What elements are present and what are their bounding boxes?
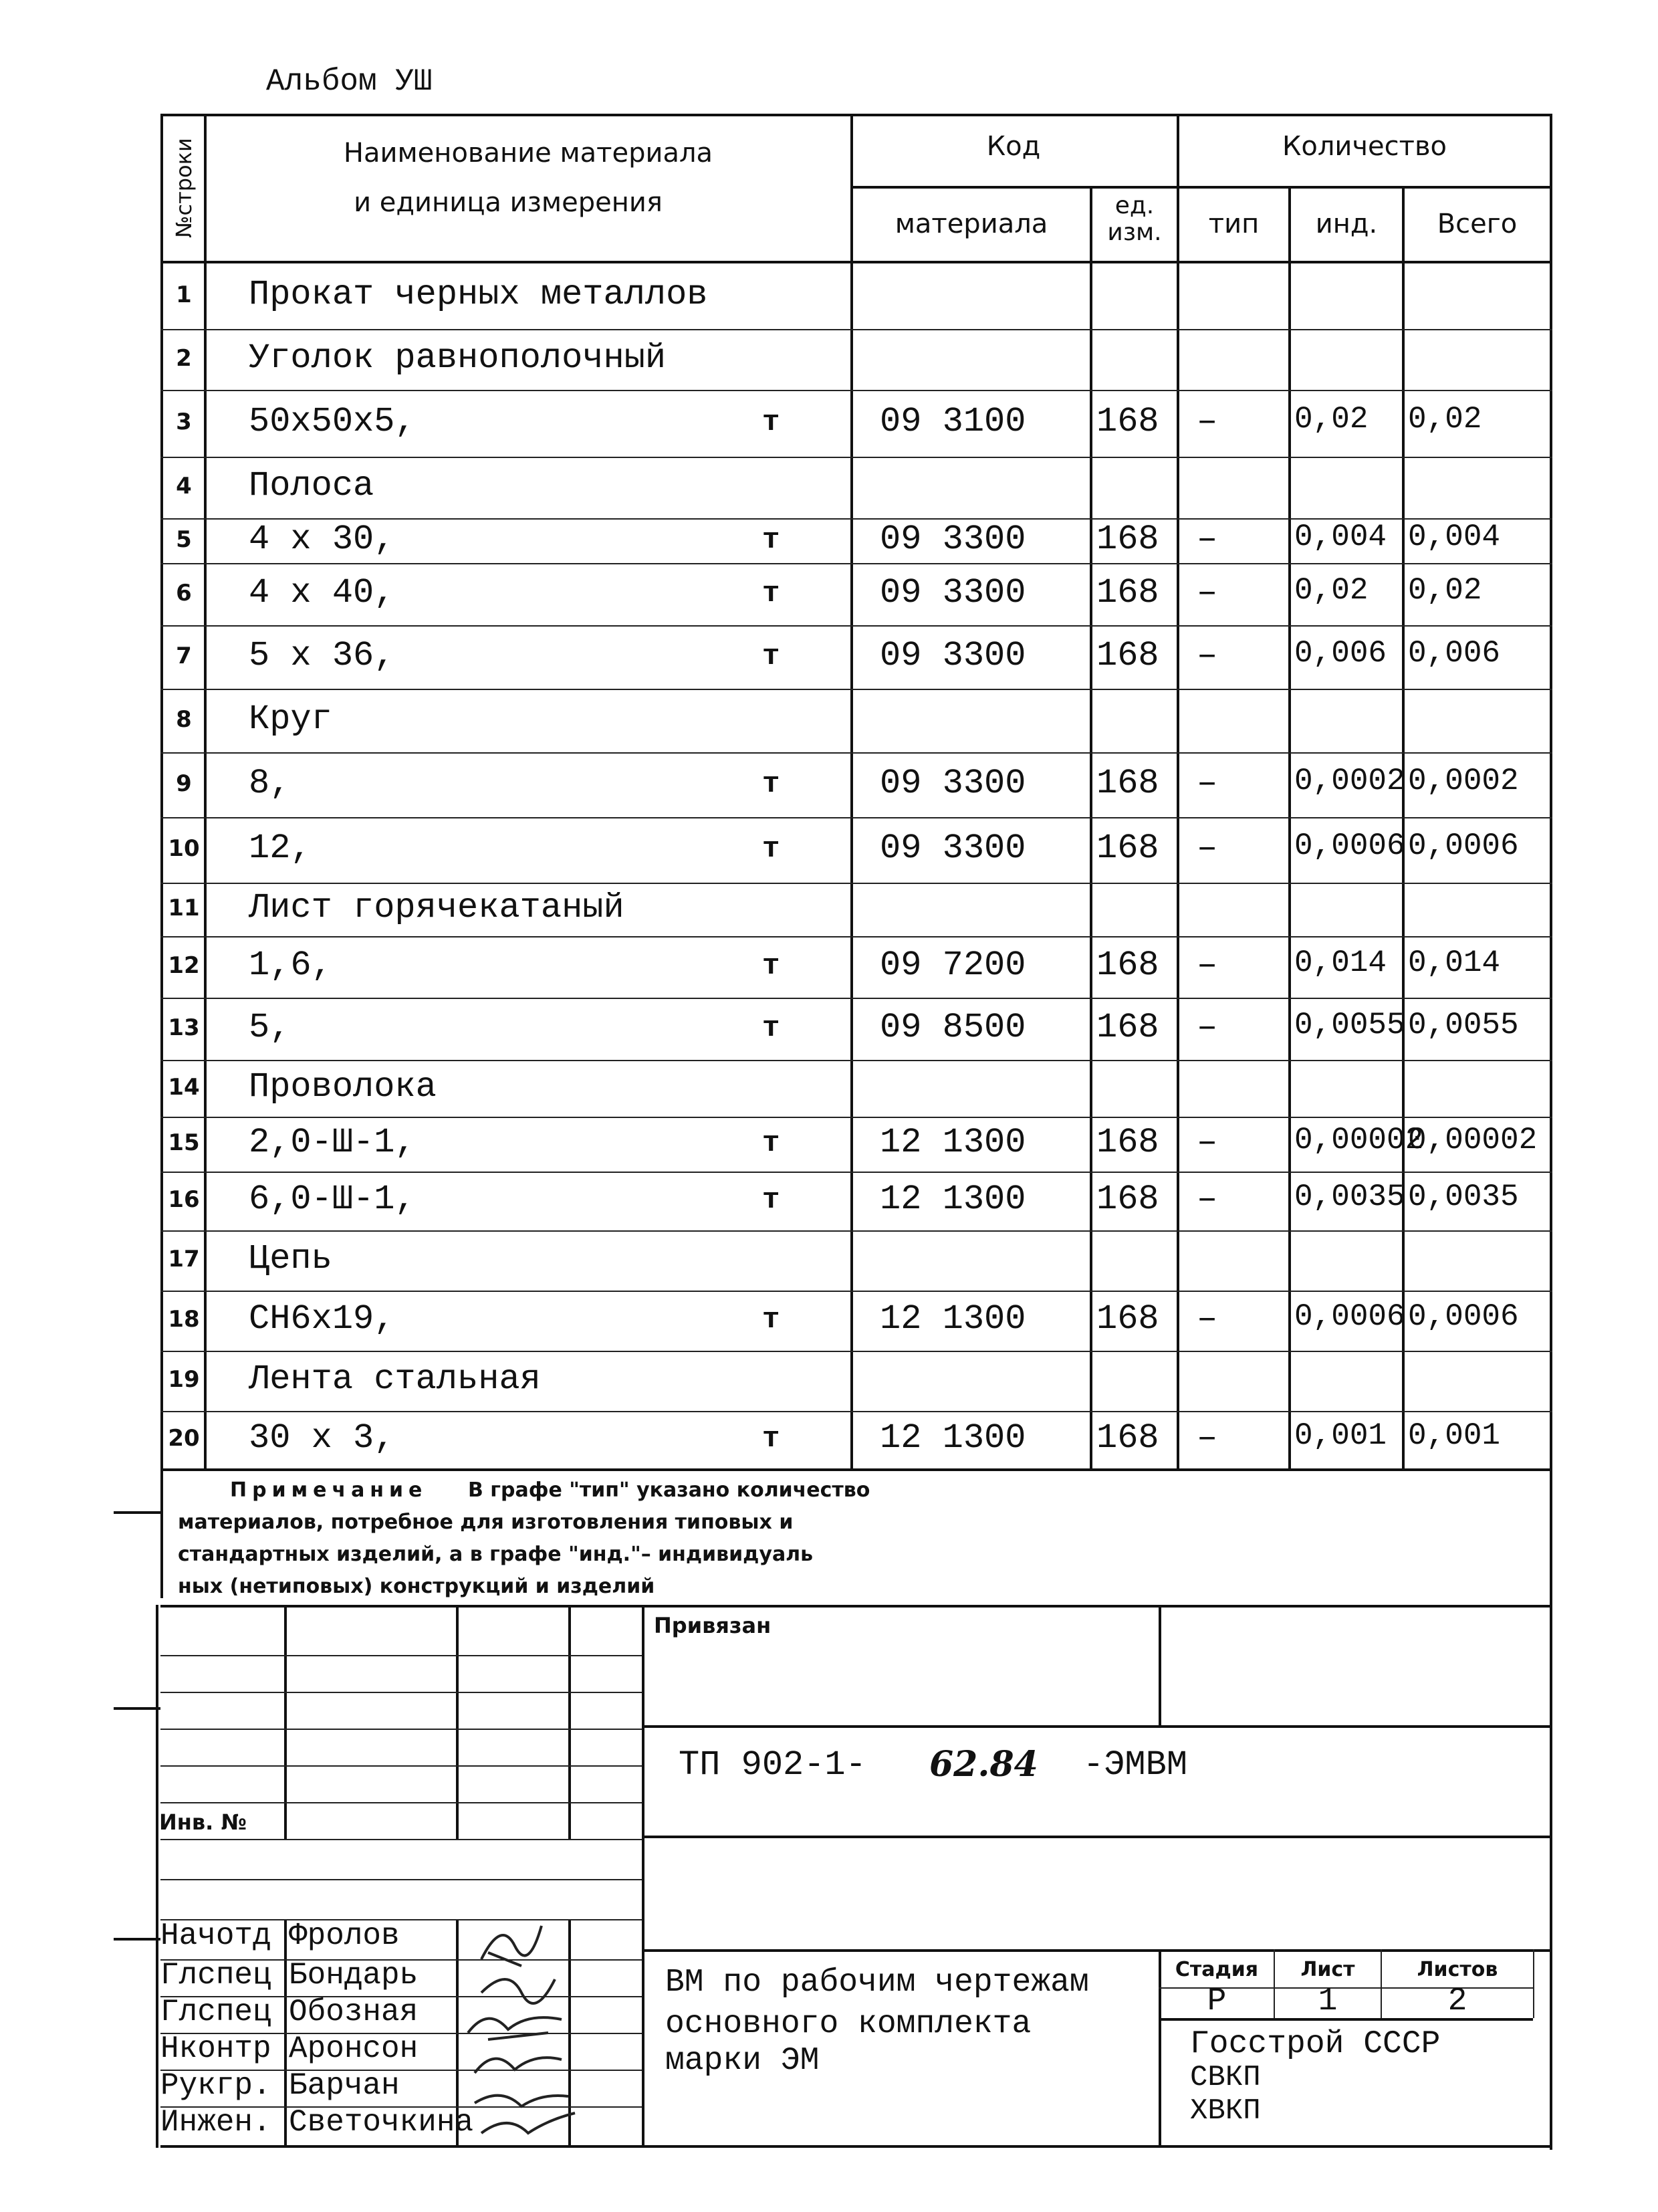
row-divider [160,1411,1552,1412]
row-divider [160,1230,1552,1232]
album-label: Альбом УШ [266,64,433,99]
stamp-row [160,1692,642,1693]
material-code: 09 3300 [880,572,1026,613]
material-code: 09 3300 [880,519,1026,559]
header-split [850,186,1552,189]
row-divider [160,817,1552,818]
qty-tip: – [1197,519,1218,559]
stamp-row [160,1802,642,1803]
row-number: 18 [168,1306,200,1333]
header-row-no: №строки [171,138,197,238]
row-divider [160,998,1552,999]
signer-name: Обозная [289,1995,419,2029]
material-name: Прокат черных металлов [249,274,708,314]
qty-tip: – [1197,572,1218,613]
material-name: Уголок равнополочный [249,338,667,378]
header-tip: тип [1208,209,1260,239]
qty-ind: 0,00002 [1294,1123,1424,1157]
col-divider-ind [1288,187,1291,1471]
qty-total: 0,0002 [1408,763,1519,798]
row-divider [160,390,1552,391]
unit-code: 168 [1096,519,1159,559]
material-code: 12 1300 [880,1180,1026,1219]
org-line1: Госстрой СССР [1190,2026,1441,2062]
unit-label: т [762,1303,780,1337]
signer-role: Глспец [160,1995,271,2029]
signer-role: Инжен. [160,2105,271,2140]
qty-tip: – [1197,828,1218,868]
unit-label: т [762,639,780,673]
row-divider [160,1351,1552,1352]
description-line2: основного комплекта [665,2006,1032,2042]
margin-tick [114,1938,160,1941]
unit-label: т [762,767,780,801]
row-number: 10 [168,835,200,862]
material-code: 09 3300 [880,763,1026,803]
stage-divider-3 [1533,1949,1534,2018]
row-number: 14 [168,1073,200,1101]
stamp-top [160,1605,1552,1608]
qty-ind: 0,0035 [1294,1180,1405,1214]
row-number: 5 [176,526,192,553]
row-number: 9 [176,770,192,797]
signer-role: Рукгр. [160,2068,271,2103]
stamp-col1-top [284,1605,287,1839]
header-material: материала [895,209,1048,239]
qty-total: 0,001 [1408,1418,1501,1453]
note-line3: стандартных изделий, а в графе "инд."– индивидуаль [178,1543,814,1566]
material-name: Цепь [249,1239,332,1279]
material-name: Полоса [249,466,374,506]
unit-label: т [762,1127,780,1160]
material-code: 12 1300 [880,1418,1026,1458]
signer-name: Бондарь [289,1958,419,1993]
material-name: 4 х 30, [249,519,395,559]
doc-code-suffix: -ЭМВМ [1083,1745,1188,1785]
material-name: 50х50х5, [249,402,416,441]
qty-total: 0,0055 [1408,1007,1519,1042]
row-divider [160,329,1552,330]
qty-ind: 0,0006 [1294,828,1405,863]
header-bottom [160,261,1552,263]
stamp-col3-top [568,1605,571,1839]
signer-name: Аронсон [289,2031,419,2066]
qty-total: 0,0006 [1408,1299,1519,1334]
qty-ind: 0,02 [1294,402,1369,437]
qty-ind: 0,004 [1294,519,1387,554]
row-divider [160,1060,1552,1061]
material-code: 09 3100 [880,402,1026,441]
signer-name: Барчан [289,2068,400,2103]
stamp-code-top [642,1725,1552,1728]
org-line2: СВКП [1190,2061,1261,2094]
row-divider [160,1291,1552,1292]
row-divider [160,936,1552,937]
margin-tick [114,1511,160,1514]
material-name: 5 х 36, [249,635,395,675]
stamp-code-bottom [642,1836,1552,1838]
stamp-left [156,1605,158,2148]
qty-ind: 0,006 [1294,635,1387,671]
material-name: Лента стальная [249,1359,541,1399]
sheets-value: 2 [1447,1983,1467,2019]
qty-total: 0,0006 [1408,828,1519,863]
privyazan-label: Привязан [654,1613,772,1638]
stamp-desc-top [642,1949,1552,1952]
qty-total: 0,004 [1408,519,1501,554]
doc-code-prefix: ТП 902-1- [679,1745,866,1785]
stamp-col2-top [456,1605,459,1839]
material-name: 5, [249,1007,291,1047]
row-divider [160,625,1552,627]
qty-ind: 0,014 [1294,946,1387,980]
row-number: 11 [168,895,200,921]
row-divider [160,1117,1552,1118]
stage-label: Стадия [1175,1958,1259,1981]
header-ind: инд. [1315,209,1378,239]
material-code: 09 7200 [880,946,1026,985]
col-divider-unit [1090,187,1092,1471]
unit-code: 168 [1096,1418,1159,1458]
unit-code: 168 [1096,635,1159,675]
qty-tip: – [1197,1180,1218,1219]
material-name: 2,0-Ш-1, [249,1123,416,1162]
org-line3: ХВКП [1190,2094,1261,2128]
unit-code: 168 [1096,1299,1159,1339]
sheet-value: 1 [1318,1983,1338,2019]
unit-label: т [762,576,780,611]
header-unit-line2: изм. [1107,219,1162,246]
qty-ind: 0,0006 [1294,1299,1405,1334]
stamp-bottom [160,2145,1552,2148]
doc-code-number: 62.84 [929,1744,1038,1785]
qty-ind: 0,0055 [1294,1007,1405,1042]
sheet-label: Лист [1300,1958,1355,1981]
row-number: 20 [168,1425,200,1452]
material-name: 30 х 3, [249,1418,395,1458]
note-line1: В графе "тип" указано количество [468,1478,870,1502]
description-line1: ВМ по рабочим чертежам [665,1965,1089,2001]
stamp-main-divider [642,1605,644,2148]
privyazan-divider [1159,1605,1161,1725]
unit-code: 168 [1096,572,1159,613]
unit-code: 168 [1096,828,1159,868]
row-divider [160,563,1552,564]
inv-no-label: Инв. № [159,1809,247,1835]
row-number: 12 [168,952,200,979]
row-number: 1 [176,281,192,308]
note-line2: материалов, потребное для изготовления типовых и [178,1511,794,1534]
unit-code: 168 [1096,1180,1159,1219]
material-name: 1,6, [249,946,332,985]
qty-ind: 0,0002 [1294,763,1405,798]
unit-code: 168 [1096,1007,1159,1047]
row-number: 13 [168,1014,200,1041]
material-code: 12 1300 [880,1299,1026,1339]
header-quantity: Количество [1282,131,1447,162]
header-total: Всего [1437,209,1518,239]
note-line4: ных (нетиповых) конструкций и изделий [178,1575,655,1598]
qty-tip: – [1197,402,1218,441]
material-code: 09 8500 [880,1007,1026,1047]
qty-tip: – [1197,635,1218,675]
qty-total: 0,00002 [1408,1123,1538,1157]
qty-tip: – [1197,1123,1218,1162]
qty-total: 0,02 [1408,572,1482,608]
qty-total: 0,014 [1408,946,1501,980]
stage-value: Р [1207,1983,1227,2019]
note-border-left [160,1468,163,1598]
row-number: 19 [168,1366,200,1393]
stamp-row [160,1765,642,1767]
description-line3: марки ЭМ [665,2043,820,2079]
table-top [160,114,1552,116]
material-name: 12, [249,828,312,868]
margin-tick [114,1707,160,1710]
col-divider-code [850,114,853,1471]
signer-name: Фролов [289,1918,400,1953]
material-name: Лист горячекатаный [249,888,624,927]
row-divider [160,752,1552,754]
row-number: 15 [168,1129,200,1156]
header-name-line1: Наименование материала [343,138,713,169]
row-number: 17 [168,1246,200,1273]
unit-label: т [762,1184,780,1217]
material-name: 4 х 40, [249,572,395,613]
material-code: 09 3300 [880,828,1026,868]
signatures-image [461,1912,582,2146]
row-number: 16 [168,1186,200,1213]
row-number: 7 [176,642,192,669]
header-unit-line1: ед. [1114,192,1155,219]
row-divider [160,689,1552,690]
row-number: 8 [176,705,192,733]
unit-label: т [762,1422,780,1456]
material-name: Проволока [249,1067,437,1107]
material-name: СН6х19, [249,1299,395,1339]
signer-role: Глспец [160,1958,271,1993]
page-border-right [1550,114,1552,2150]
unit-label: т [762,950,780,983]
row-number: 6 [176,579,192,606]
unit-label: т [762,1011,780,1045]
stamp-row [160,1655,642,1656]
unit-label: т [762,833,780,866]
qty-tip: – [1197,1299,1218,1339]
row-number: 2 [176,344,192,372]
stamp-row [160,1729,642,1730]
qty-tip: – [1197,1418,1218,1458]
header-code: Код [986,131,1041,162]
qty-tip: – [1197,946,1218,985]
row-divider [160,883,1552,884]
unit-code: 168 [1096,763,1159,803]
qty-tip: – [1197,1007,1218,1047]
col-divider-qty [1177,114,1179,1471]
signer-role: Нконтр [160,2031,271,2066]
material-name: 6,0-Ш-1, [249,1180,416,1219]
qty-ind: 0,02 [1294,572,1369,608]
header-name-line2: и единица измерения [354,187,663,218]
qty-total: 0,0035 [1408,1180,1519,1214]
unit-code: 168 [1096,1123,1159,1162]
qty-tip: – [1197,763,1218,803]
qty-total: 0,006 [1408,635,1501,671]
unit-label: т [762,523,780,557]
row-number: 3 [176,409,192,435]
row-number: 4 [176,473,192,500]
material-name: 8, [249,763,291,803]
material-name: Круг [249,699,332,739]
stamp-row [160,1879,642,1880]
row-divider [160,457,1552,458]
qty-ind: 0,001 [1294,1418,1387,1453]
unit-label: т [762,406,780,439]
stamp-row [160,1839,642,1840]
unit-code: 168 [1096,402,1159,441]
table-bottom [160,1468,1552,1471]
row-divider [160,1172,1552,1173]
material-code: 12 1300 [880,1123,1026,1162]
sheets-label: Листов [1417,1958,1498,1981]
material-code: 09 3300 [880,635,1026,675]
unit-code: 168 [1096,946,1159,985]
signer-name: Светочкина [289,2105,474,2140]
note-label: Примечание [230,1478,428,1502]
qty-total: 0,02 [1408,402,1482,437]
signer-role: Начотд [160,1918,271,1953]
